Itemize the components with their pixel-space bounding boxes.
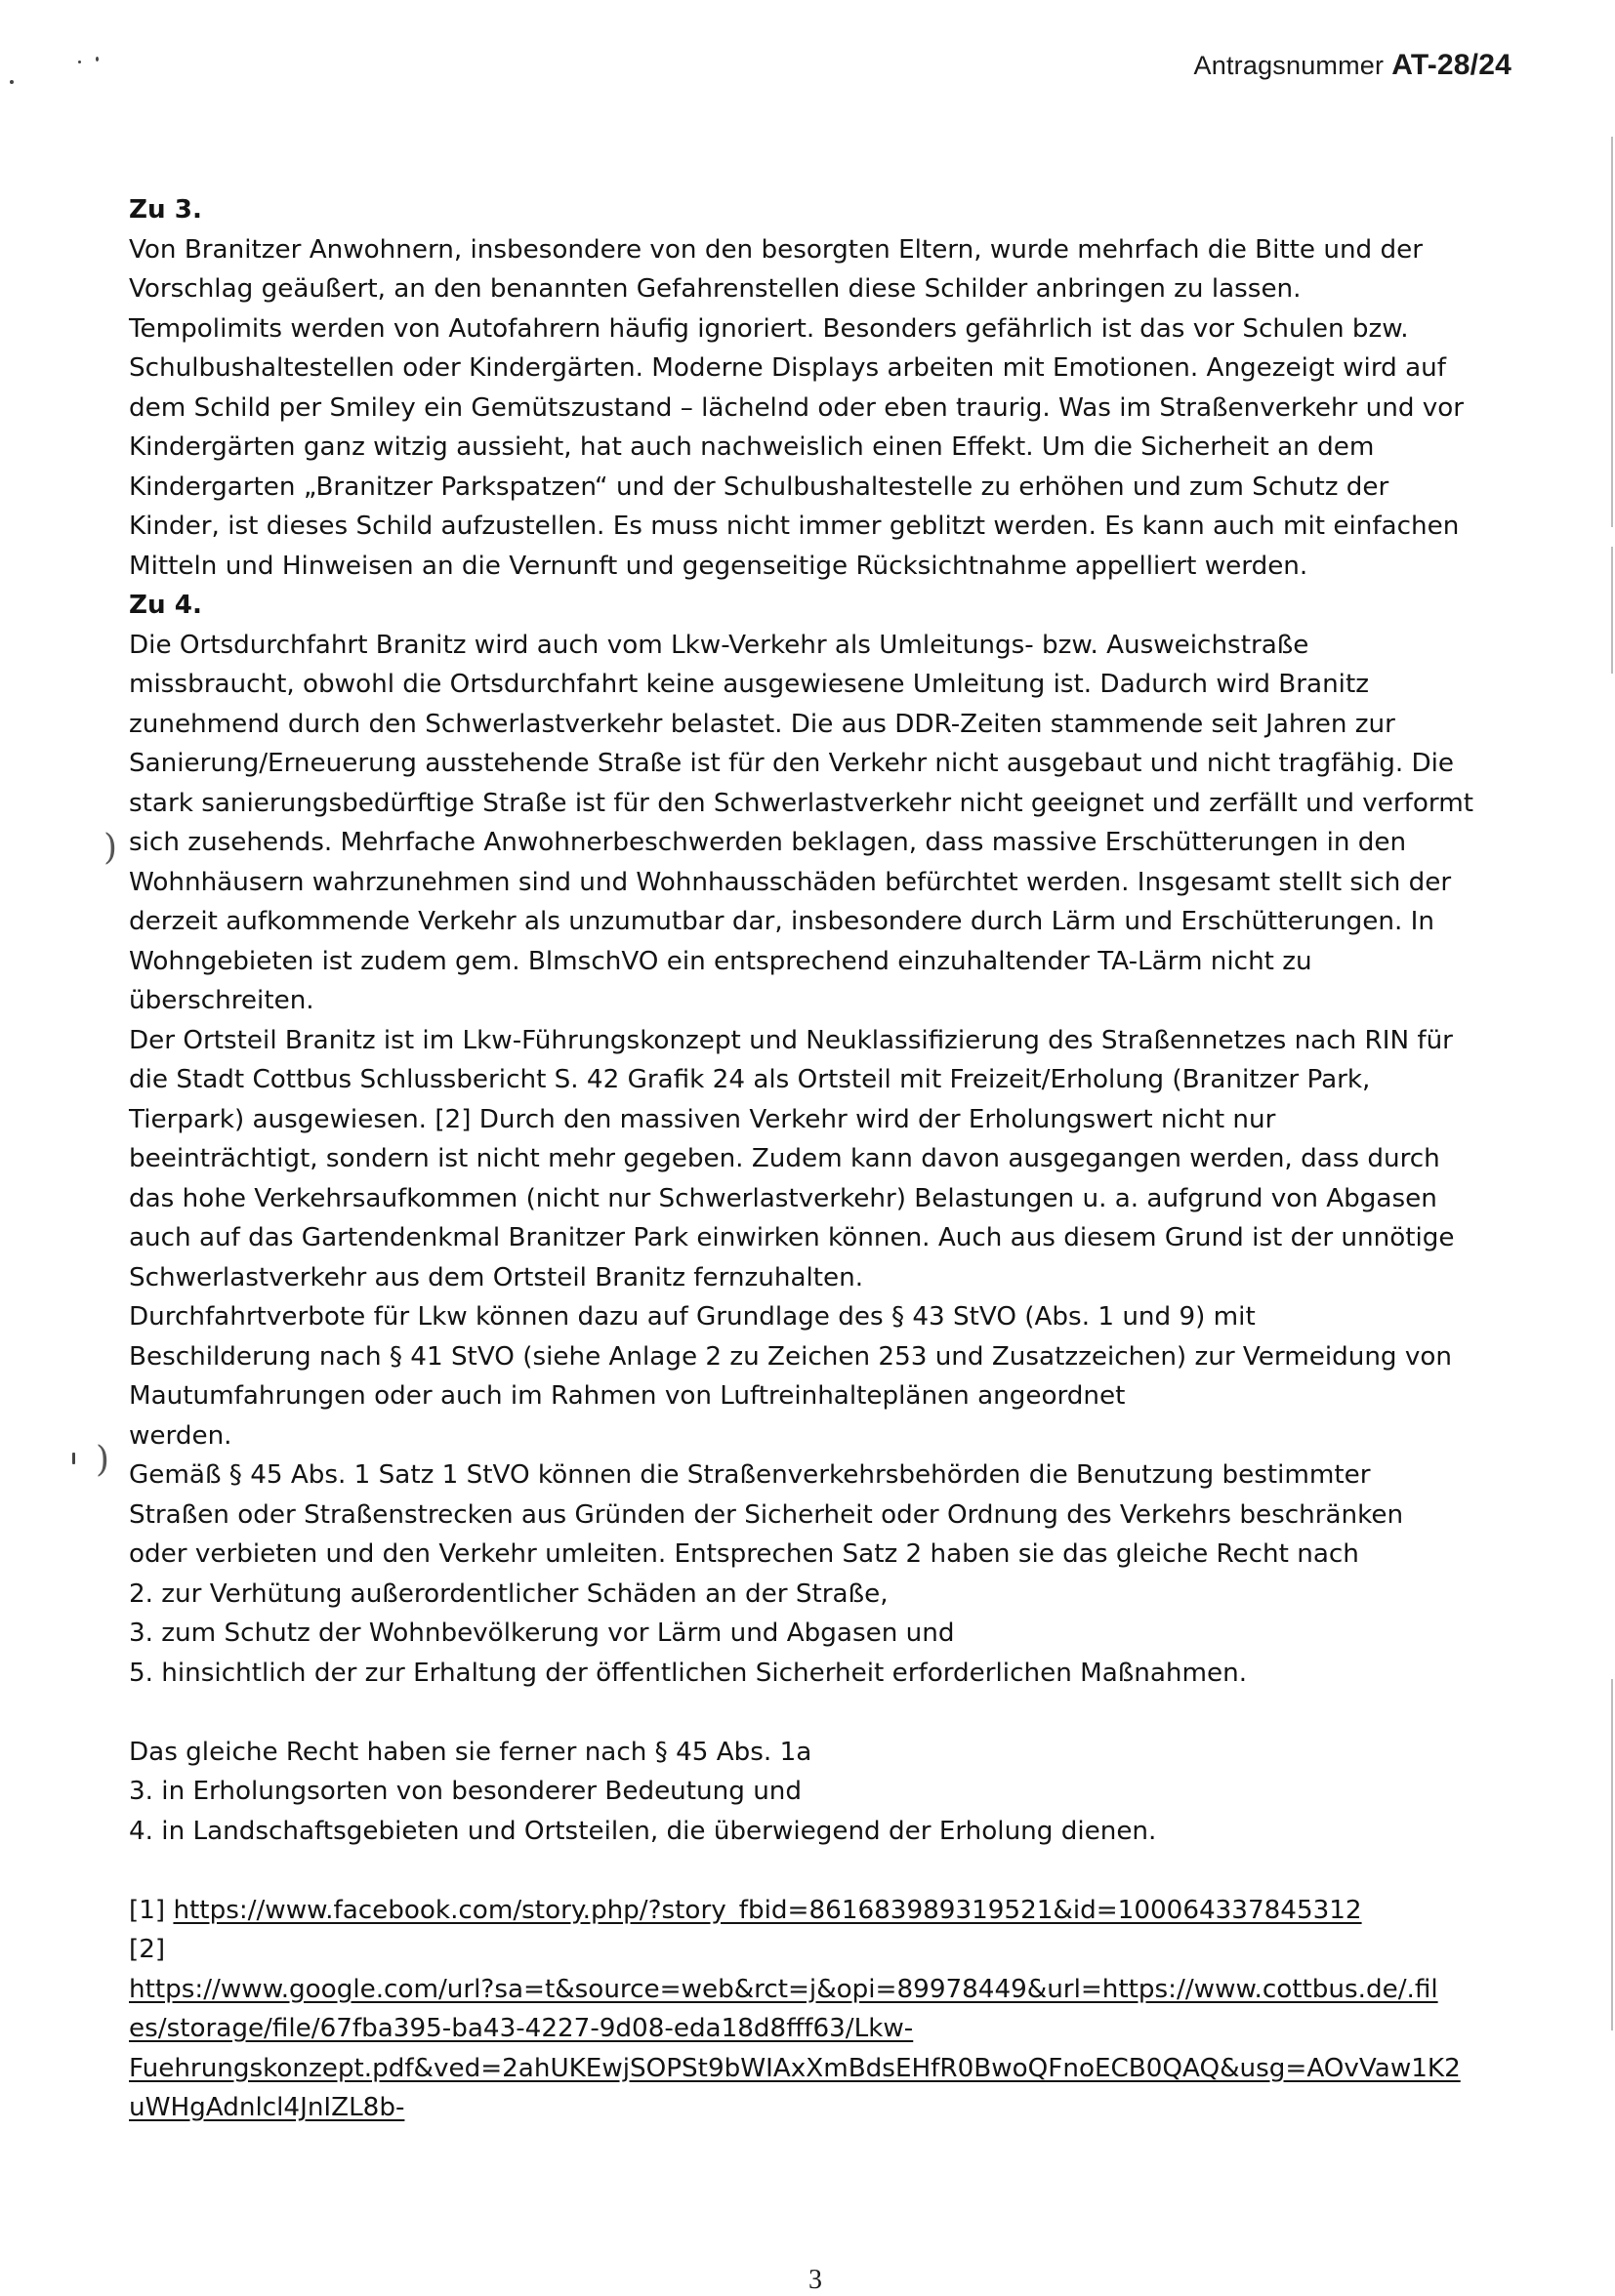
footnote-2-marker: [2] [129,1935,166,1964]
scan-edge-line [1611,1679,1613,2030]
section-3-line: Kindergärten ganz witzig aussieht, hat auch nachweislich einen Effekt. Um die Sicherheit an dem [129,432,1375,462]
section-4-line: Gemäß § 45 Abs. 1 Satz 1 StVO können die Straßenverkehrsbehörden die Benutzung bestimmter [129,1460,1371,1490]
section-3-line: Mitteln und Hinweisen an die Vernunft und gegenseitige Rücksichtnahme appelliert werden. [129,551,1308,581]
section-5-line: Das gleiche Recht haben sie ferner nach § 45 Abs. 1a [129,1737,812,1767]
binder-hole-mark: ) [96,1440,110,1480]
section-4-line: Der Ortsteil Branitz ist im Lkw-Führungskonzept und Neuklassifizierung des Straßennetzes nach RIN für [129,1025,1453,1055]
section-4-line: Beschilderung nach § 41 StVO (siehe Anlage 2 zu Zeichen 253 und Zusatzzeichen) zur Vermeidung von [129,1341,1452,1372]
section-4-line: Tierpark) ausgewiesen. [2] Durch den massiven Verkehr wird der Erholungswert nicht nur [129,1104,1276,1134]
scan-speck [72,1453,75,1464]
section-3-heading: Zu 3. [129,195,202,225]
section-5-list-item: 4. in Landschaftsgebieten und Ortsteilen, die überwiegend der Erholung dienen. [129,1816,1157,1846]
section-3-line: Kindergarten „Branitzer Parkspatzen“ und der Schulbushaltestelle zu erhöhen und zum Schutz der [129,472,1389,502]
section-5-list-item: 3. in Erholungsorten von besonderer Bedeutung und [129,1777,803,1806]
footnote-2-link[interactable]: uWHgAdnlcl4JnIZL8b- [129,2093,405,2122]
page-number: 3 [808,2265,822,2295]
application-number-value: AT-28/24 [1391,49,1511,81]
section-4-line: beeinträchtigt, sondern ist nicht mehr gegeben. Zudem kann davon ausgegangen werden, dass durch [129,1144,1440,1173]
binder-hole-mark: ) [104,828,118,868]
section-4-line: derzeit aufkommende Verkehr als unzumutbar dar, insbesondere durch Lärm und Erschütterungen. In [129,907,1434,936]
section-4-line: auch auf das Gartendenkmal Branitzer Park einwirken können. Auch aus diesem Grund ist der unnötige [129,1223,1455,1252]
section-4-line: stark sanierungsbedürftige Straße ist für den Schwerlastverkehr nicht geeignet und zerfällt und verformt [129,788,1473,818]
section-4-line: überschreiten. [129,986,314,1015]
section-4-line: oder verbieten und den Verkehr umleiten. Entsprechen Satz 2 haben sie das gleiche Recht nach [129,1539,1359,1569]
footnote-1-marker: [1] [129,1895,166,1925]
paragraph-spacer [129,1851,1515,1891]
section-4-list-item: 5. hinsichtlich der zur Erhaltung der öffentlichen Sicherheit erforderlichen Maßnahmen. [129,1658,1248,1688]
section-4-line: die Stadt Cottbus Schlussbericht S. 42 Grafik 24 als Ortsteil mit Freizeit/Erholung (Branitzer Park, [129,1065,1371,1094]
document-body [129,190,1515,2128]
section-4-heading: Zu 4. [129,591,202,620]
scan-speck [10,80,14,84]
scan-edge-line [1611,137,1613,527]
section-3-line: Vorschlag geäußert, an den benannten Gefahrenstellen diese Schilder anbringen zu lassen. [129,274,1302,304]
footnote-2-link[interactable]: es/storage/file/67fba395-ba43-4227-9d08-eda18d8fff63/Lkw- [129,2014,914,2043]
footnote-2-link-line[interactable] [129,2049,1515,2089]
application-number [1194,49,1511,82]
section-3-line: Tempolimits werden von Autofahrern häufig ignoriert. Besonders gefährlich ist das vor Schulen bzw. [129,313,1409,344]
section-3-line: Schulbushaltestellen oder Kindergärten. Moderne Displays arbeiten mit Emotionen. Angezeigt wird auf [129,353,1446,383]
section-4-line: Wohnhäusern wahrzunehmen sind und Wohnhausschäden befürchtet werden. Insgesamt stellt sich der [129,867,1452,897]
scan-speck [96,57,99,62]
section-4-line: zunehmend durch den Schwerlastverkehr belastet. Die aus DDR-Zeiten stammende seit Jahren zur [129,709,1395,739]
footnote-2-link[interactable]: https://www.google.com/url?sa=t&source=web&rct=j&opi=89978449&url=https://www.cottbus.de/.fil [129,1974,1438,2004]
section-4-line: Schwerlastverkehr aus dem Ortsteil Branitz fernzuhalten. [129,1262,864,1292]
section-3-line: dem Schild per Smiley ein Gemütszustand – lächelnd oder eben traurig. Was im Straßenverkehr und vor [129,392,1465,423]
section-4-line: werden. [129,1420,232,1451]
footnote-1 [129,1891,1515,1931]
footnote-2-link[interactable]: Fuehrungskonzept.pdf&ved=2ahUKEwjSOPSt9bWIAxXmBdsEHfR0BwoQFnoECB0QAQ&usg=AOvVaw1K2 [129,2053,1461,2083]
footnote-1-link[interactable]: https://www.facebook.com/story.php/?story_fbid=861683989319521&id=100064337845312 [173,1895,1362,1925]
section-4-line: Durchfahrtverbote für Lkw können dazu auf Grundlage des § 43 StVO (Abs. 1 und 9) mit [129,1302,1256,1332]
scan-speck [78,61,81,63]
scan-edge-line [1611,547,1613,674]
section-4-line: Straßen oder Straßenstrecken aus Gründen der Sicherheit oder Ordnung des Verkehrs beschränken [129,1499,1404,1530]
section-4-line: Wohngebieten ist zudem gem. BlmschVO ein entsprechend einzuhaltender TA-Lärm nicht zu [129,946,1312,976]
section-4-line: missbraucht, obwohl die Ortsdurchfahrt keine ausgewiesene Umleitung ist. Dadurch wird Branitz [129,670,1369,699]
section-4-line: Sanierung/Erneuerung ausstehende Straße ist für den Verkehr nicht ausgebaut und nicht tragfähig. Die [129,749,1455,778]
section-4-line: Mautumfahrungen oder auch im Rahmen von Luftreinhalteplänen angeordnet [129,1381,1126,1411]
section-4-list-item: 3. zum Schutz der Wohnbevölkerung vor Lärm und Abgasen und [129,1619,955,1648]
footnote-2-link-line[interactable] [129,1970,1515,2010]
section-3-line: Kinder, ist dieses Schild aufzustellen. Es muss nicht immer geblitzt werden. Es kann auch mit einfachen [129,512,1460,541]
application-number-label: Antragsnummer [1193,51,1385,80]
paragraph-spacer [129,1693,1515,1733]
section-4-line: Die Ortsdurchfahrt Branitz wird auch vom Lkw-Verkehr als Umleitungs- bzw. Ausweichstraße [129,630,1309,660]
section-3-line: Von Branitzer Anwohnern, insbesondere von den besorgten Eltern, wurde mehrfach die Bitte und der [129,234,1423,265]
section-4-line: sich zusehends. Mehrfache Anwohnerbeschwerden beklagen, dass massive Erschütterungen in den [129,828,1407,857]
footnote-2-link-line[interactable] [129,2009,1515,2049]
footnote-2-link-line[interactable] [129,2088,1515,2128]
section-4-list-item: 2. zur Verhütung außerordentlicher Schäden an der Straße, [129,1578,889,1609]
section-4-line: das hohe Verkehrsaufkommen (nicht nur Schwerlastverkehr) Belastungen u. a. aufgrund von Abgasen [129,1183,1437,1213]
